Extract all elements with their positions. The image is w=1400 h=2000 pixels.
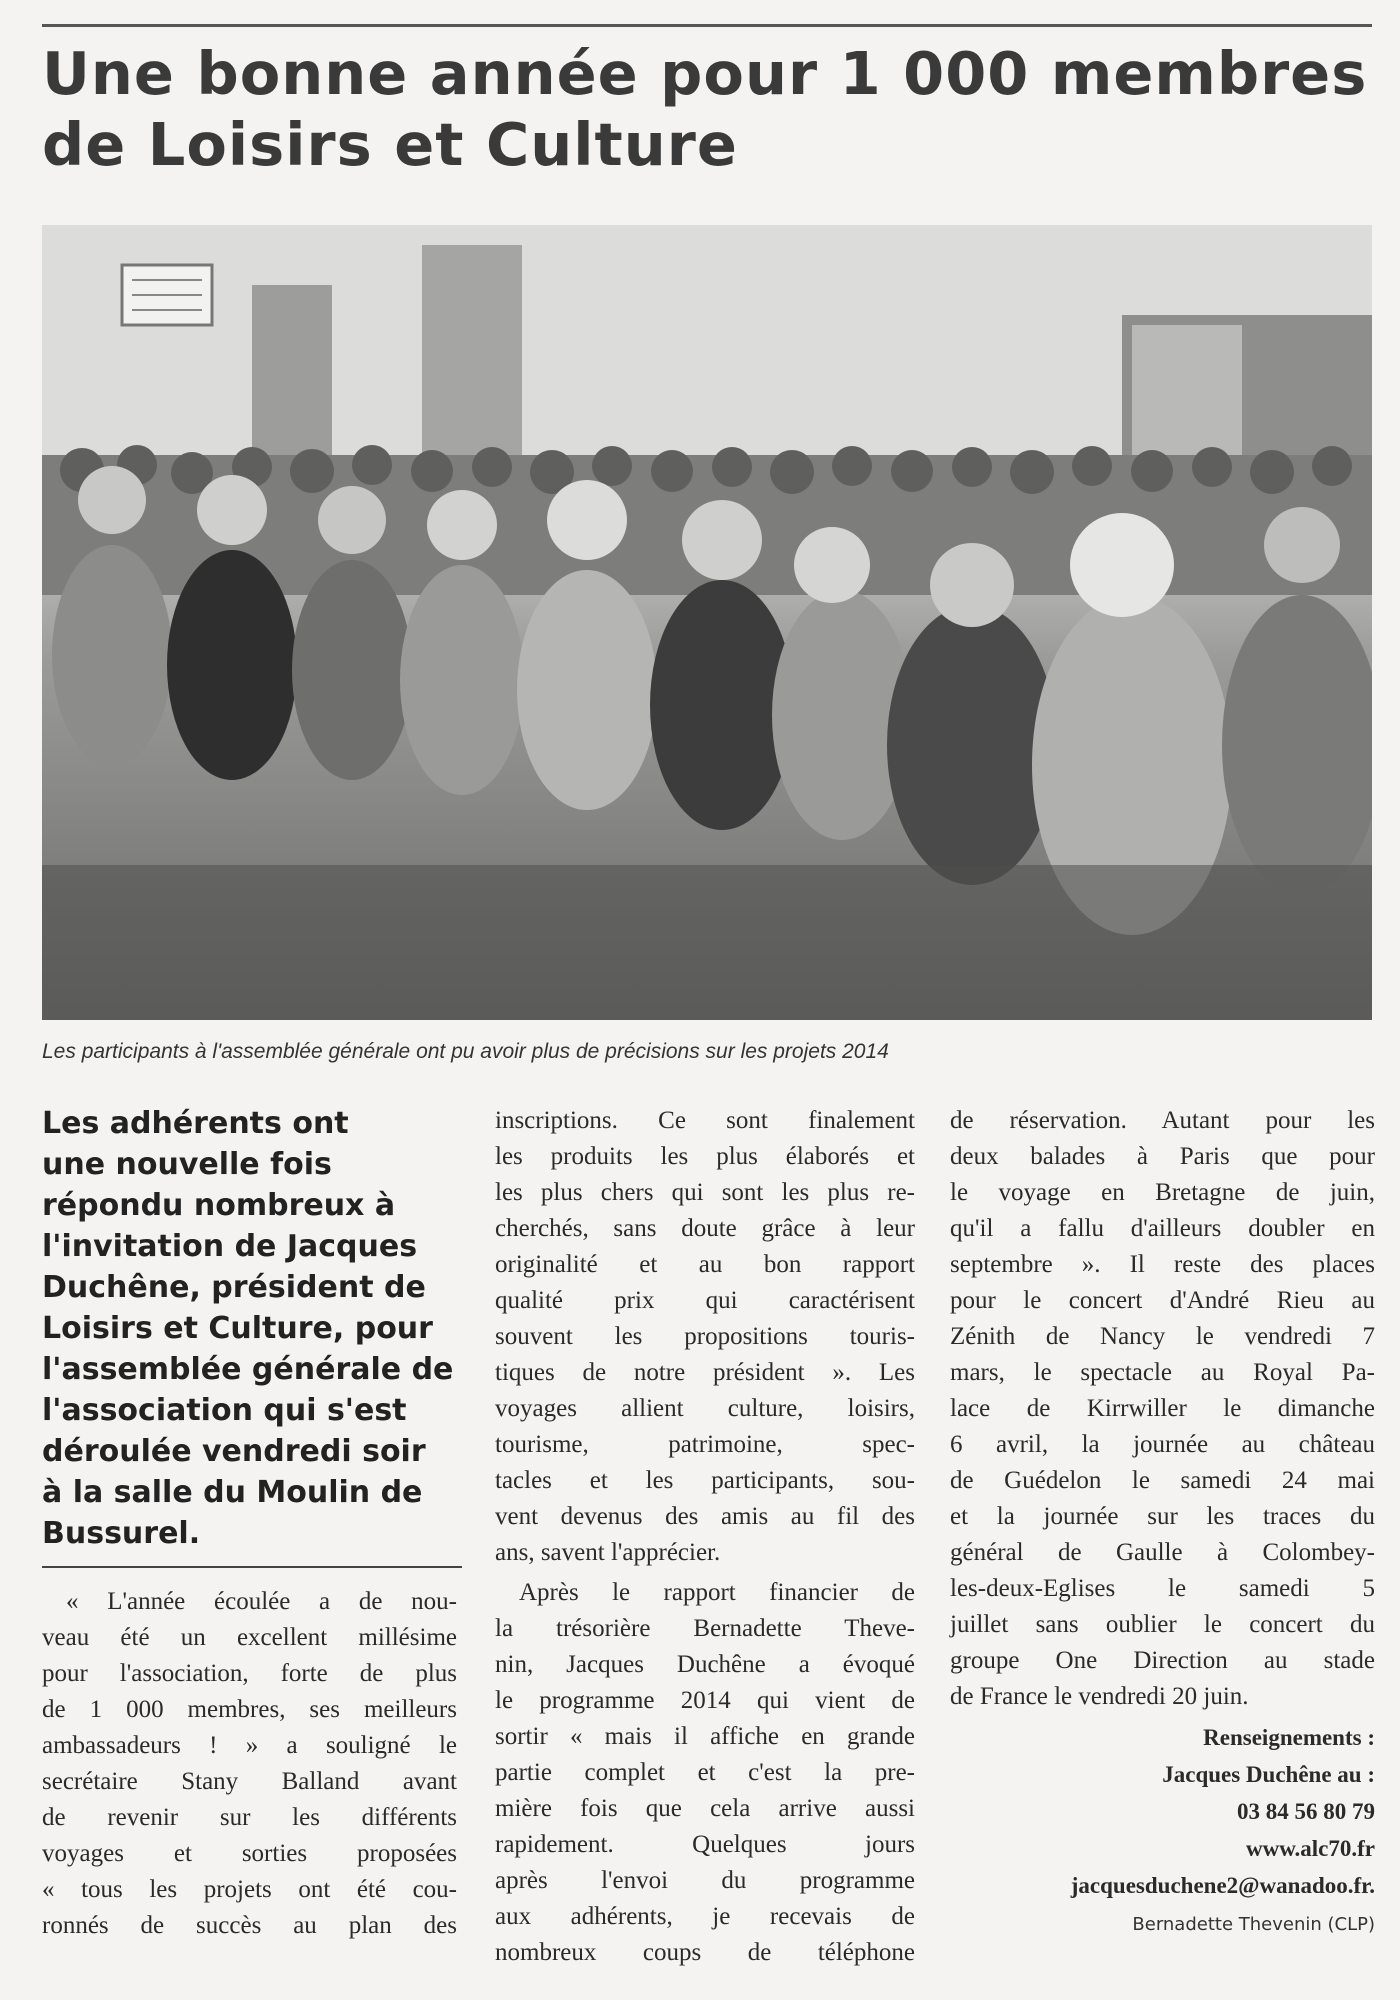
text-line: tiques de notre président ». Les — [495, 1359, 915, 1386]
text-line: tourisme, patrimoine, spec- — [495, 1431, 915, 1458]
headline — [42, 38, 1372, 180]
text-line: « tous les projets ont été cou- — [42, 1876, 457, 1903]
author-credit: Bernadette Thevenin (CLP) — [1132, 1914, 1375, 1935]
text-line: ans, savent l'apprécier. — [495, 1539, 721, 1566]
text-line: Zénith de Nancy le vendredi 7 — [950, 1323, 1375, 1350]
text-line: aux adhérents, je recevais de — [495, 1903, 915, 1930]
text-line: et la journée sur les traces du — [950, 1503, 1375, 1530]
text-line: après l'envoi du programme — [495, 1867, 915, 1894]
body-paragraph-1 — [42, 1584, 457, 1944]
body-paragraph-3 — [950, 1103, 1375, 1715]
top-rule — [42, 24, 1372, 27]
text-line: de revenir sur les différents — [42, 1804, 457, 1831]
text-line: cherchés, sans doute grâce à leur — [495, 1215, 915, 1242]
lead-line: l'assemblée générale de — [42, 1352, 454, 1387]
contact-phone: 03 84 56 80 79 — [1237, 1799, 1375, 1824]
text-line: rapidement. Quelques jours — [495, 1831, 915, 1858]
text-line: ambassadeurs ! » a souligné le — [42, 1732, 457, 1759]
text-line: le programme 2014 qui vient de — [495, 1687, 915, 1714]
text-line: le voyage en Bretagne de juin, — [950, 1179, 1375, 1206]
text-line: septembre ». Il reste des places — [950, 1251, 1375, 1278]
text-line: pour l'association, forte de plus — [42, 1660, 457, 1687]
text-line: de réservation. Autant pour les — [950, 1107, 1375, 1134]
column-1 — [42, 1103, 457, 1944]
headline-line-1: Une bonne année pour 1 000 membres — [42, 39, 1368, 108]
lead-line: à la salle du Moulin de — [42, 1475, 423, 1510]
text-line: de Guédelon le samedi 24 mai — [950, 1467, 1375, 1494]
lead-line: Les adhérents ont — [42, 1106, 349, 1141]
text-line: partie complet et c'est la pre- — [495, 1759, 915, 1786]
contact-website: www.alc70.fr — [1245, 1836, 1375, 1861]
text-line: originalité et au bon rapport — [495, 1251, 915, 1278]
column-3 — [950, 1103, 1375, 1935]
lead-line: l'association qui s'est — [42, 1393, 407, 1428]
text-line: 6 avril, la journée au château — [950, 1431, 1375, 1458]
text-line: les-deux-Eglises le samedi 5 — [950, 1575, 1375, 1602]
photo-caption: Les participants à l'assemblée générale ont pu avoir plus de précisions sur les projets 2014 — [42, 1040, 889, 1063]
text-line: deux balades à Paris que pour — [950, 1143, 1375, 1170]
text-line: ronnés de succès au plan des — [42, 1912, 457, 1939]
contact-email: jacquesduchene2@wanadoo.fr. — [1070, 1873, 1375, 1898]
text-line: pour le concert d'André Rieu au — [950, 1287, 1375, 1314]
text-line: inscriptions. Ce sont finalement — [495, 1107, 915, 1134]
lead-line: Duchêne, président de — [42, 1270, 426, 1305]
lead-divider — [42, 1566, 462, 1568]
headline-line-2: de Loisirs et Culture — [42, 110, 738, 179]
lead-line: répondu nombreux à — [42, 1188, 396, 1223]
text-line: Après le rapport financier de — [519, 1579, 915, 1606]
text-line: mars, le spectacle au Royal Pa- — [950, 1359, 1375, 1386]
text-line: juillet sans oublier le concert du — [950, 1611, 1375, 1638]
text-line: vent devenus des amis au fil des — [495, 1503, 915, 1530]
lead-line: Bussurel. — [42, 1516, 201, 1551]
text-line: général de Gaulle à Colombey- — [950, 1539, 1375, 1566]
text-line: groupe One Direction au stade — [950, 1647, 1375, 1674]
text-line: lace de Kirrwiller le dimanche — [950, 1395, 1375, 1422]
text-line: les produits les plus élaborés et — [495, 1143, 915, 1170]
text-line: tacles et les participants, sou- — [495, 1467, 915, 1494]
text-line: « L'année écoulée a de nou- — [66, 1588, 457, 1615]
text-line: voyages allient culture, loisirs, — [495, 1395, 915, 1422]
contact-label: Renseignements : — [1203, 1725, 1375, 1750]
text-line: les plus chers qui sont les plus re- — [495, 1179, 915, 1206]
text-line: nombreux coups de téléphone — [495, 1939, 915, 1966]
contact-person: Jacques Duchêne au : — [1162, 1762, 1375, 1787]
audience-photo — [42, 225, 1372, 1020]
text-line: souvent les propositions touris- — [495, 1323, 915, 1350]
audience-photo-illustration — [42, 225, 1372, 1020]
text-line: de 1 000 membres, ses meilleurs — [42, 1696, 457, 1723]
lead-paragraph — [42, 1103, 457, 1554]
text-line: la trésorière Bernadette Theve- — [495, 1615, 915, 1642]
text-line: veau été un excellent millésime — [42, 1624, 457, 1651]
text-line: qualité prix qui caractérisent — [495, 1287, 915, 1314]
text-line: qu'il a fallu d'ailleurs doubler en — [950, 1215, 1375, 1242]
lead-line: l'invitation de Jacques — [42, 1229, 418, 1264]
lead-line: déroulée vendredi soir — [42, 1434, 426, 1469]
contact-info — [950, 1719, 1375, 1904]
text-line: voyages et sorties proposées — [42, 1840, 457, 1867]
lead-line: Loisirs et Culture, pour — [42, 1311, 433, 1346]
text-line: nin, Jacques Duchêne a évoqué — [495, 1651, 915, 1678]
lead-line: une nouvelle fois — [42, 1147, 332, 1182]
text-line: de France le vendredi 20 juin. — [950, 1683, 1249, 1710]
text-line: sortir « mais il affiche en grande — [495, 1723, 915, 1750]
text-line: secrétaire Stany Balland avant — [42, 1768, 457, 1795]
body-paragraph-2 — [495, 1103, 915, 1971]
text-line: mière fois que cela arrive aussi — [495, 1795, 915, 1822]
column-2 — [495, 1103, 915, 1971]
